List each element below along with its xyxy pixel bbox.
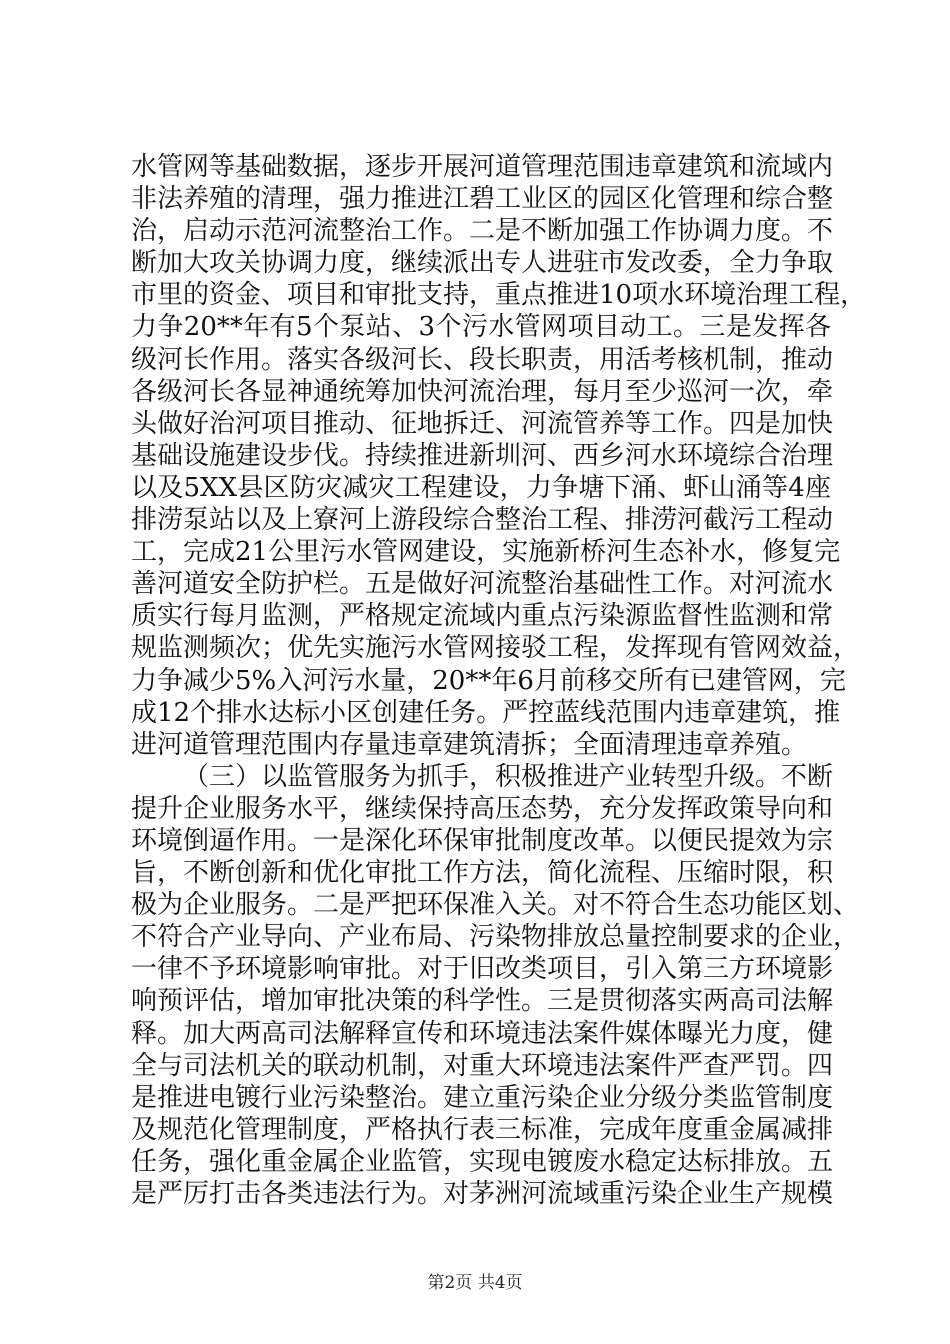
document-body [131, 151, 867, 1210]
text-line: 非法养殖的清理，强力推进江碧工业区的园区化管理和综合整 [131, 184, 834, 215]
text-line: 进河道管理范围内存量违章建筑清拆；全面清理违章养殖。 [131, 729, 808, 760]
text-line: 善河道安全防护栏。五是做好河流整治基础性工作。对河流水 [131, 569, 834, 600]
page-footer [0, 1272, 950, 1294]
text-line: 任务，强化重金属企业监管，实现电镀废水稳定达标排放。五 [131, 1146, 834, 1177]
text-line: 质实行每月监测，严格规定流域内重点污染源监督性监测和常 [131, 601, 834, 632]
text-line: 各级河长各显神通统筹加快河流治理，每月至少巡河一次，牵 [131, 376, 834, 407]
text-line: 释。加大两高司法解释宣传和环境违法案件媒体曝光力度，健 [131, 1018, 834, 1049]
text-line: 级河长作用。落实各级河长、段长职责，用活考核机制，推动 [131, 344, 834, 375]
section-heading-line: （三）以监管服务为抓手，积极推进产业转型升级。不断 [183, 761, 834, 792]
text-line: 治，启动示范河流整治工作。二是不断加强工作协调力度。不 [131, 216, 834, 247]
text-line: 提升企业服务水平，继续保持高压态势，充分发挥政策导向和 [131, 793, 834, 824]
text-line: 工，完成21公里污水管网建设，实施新桥河生态补水，修复完 [131, 537, 841, 568]
text-line: 一律不予环境影响审批。对于旧改类项目，引入第三方环境影 [131, 954, 834, 985]
text-line: 市里的资金、项目和审批支持，重点推进10项水环境治理工程， [131, 280, 867, 311]
text-line: 环境倒逼作用。一是深化环保审批制度改革。以便民提效为宗 [131, 825, 834, 856]
text-line: 极为企业服务。二是严把环保准入关。对不符合生态功能区划、 [131, 890, 860, 921]
text-line: 力争20**年有5个泵站、3个污水管网项目动工。三是发挥各 [131, 312, 831, 343]
text-line: 头做好治河项目推动、征地拆迁、河流管养等工作。四是加快 [131, 408, 834, 439]
text-line: 规监测频次；优先实施污水管网接驳工程，发挥现有管网效益， [131, 633, 860, 664]
text-line: 排涝泵站以及上寮河上游段综合整治工程、排涝河截污工程动 [131, 505, 834, 536]
text-line: 成12个排水达标小区创建任务。严控蓝线范围内违章建筑，推 [131, 697, 841, 728]
text-line: 全与司法机关的联动机制，对重大环境违法案件严查严罚。四 [131, 1050, 834, 1081]
text-line: 不符合产业导向、产业布局、污染物排放总量控制要求的企业， [131, 922, 860, 953]
text-line: 力争减少5%入河污水量，20**年6月前移交所有已建管网，完 [131, 665, 846, 696]
text-line: 是推进电镀行业污染整治。建立重污染企业分级分类监管制度 [131, 1082, 834, 1113]
text-line: 及规范化管理制度，严格执行表三标准，完成年度重金属减排 [131, 1114, 834, 1145]
text-line: 断加大攻关协调力度，继续派出专人进驻市发改委，全力争取 [131, 248, 834, 279]
text-line: 是严厉打击各类违法行为。对茅洲河流域重污染企业生产规模 [131, 1179, 834, 1209]
text-line: 响预评估，增加审批决策的科学性。三是贯彻落实两高司法解 [131, 986, 834, 1017]
text-line: 基础设施建设步伐。持续推进新圳河、西乡河水环境综合治理 [131, 440, 834, 471]
page-number: 第2页 共4页 [427, 1273, 523, 1293]
text-line: 以及5XX县区防灾减灾工程建设，力争塘下涌、虾山涌等4座 [131, 472, 831, 503]
text-line: 旨，不断创新和优化审批工作方法，简化流程、压缩时限，积 [131, 858, 834, 889]
text-line: 水管网等基础数据，逐步开展河道管理范围违章建筑和流域内 [131, 152, 834, 182]
